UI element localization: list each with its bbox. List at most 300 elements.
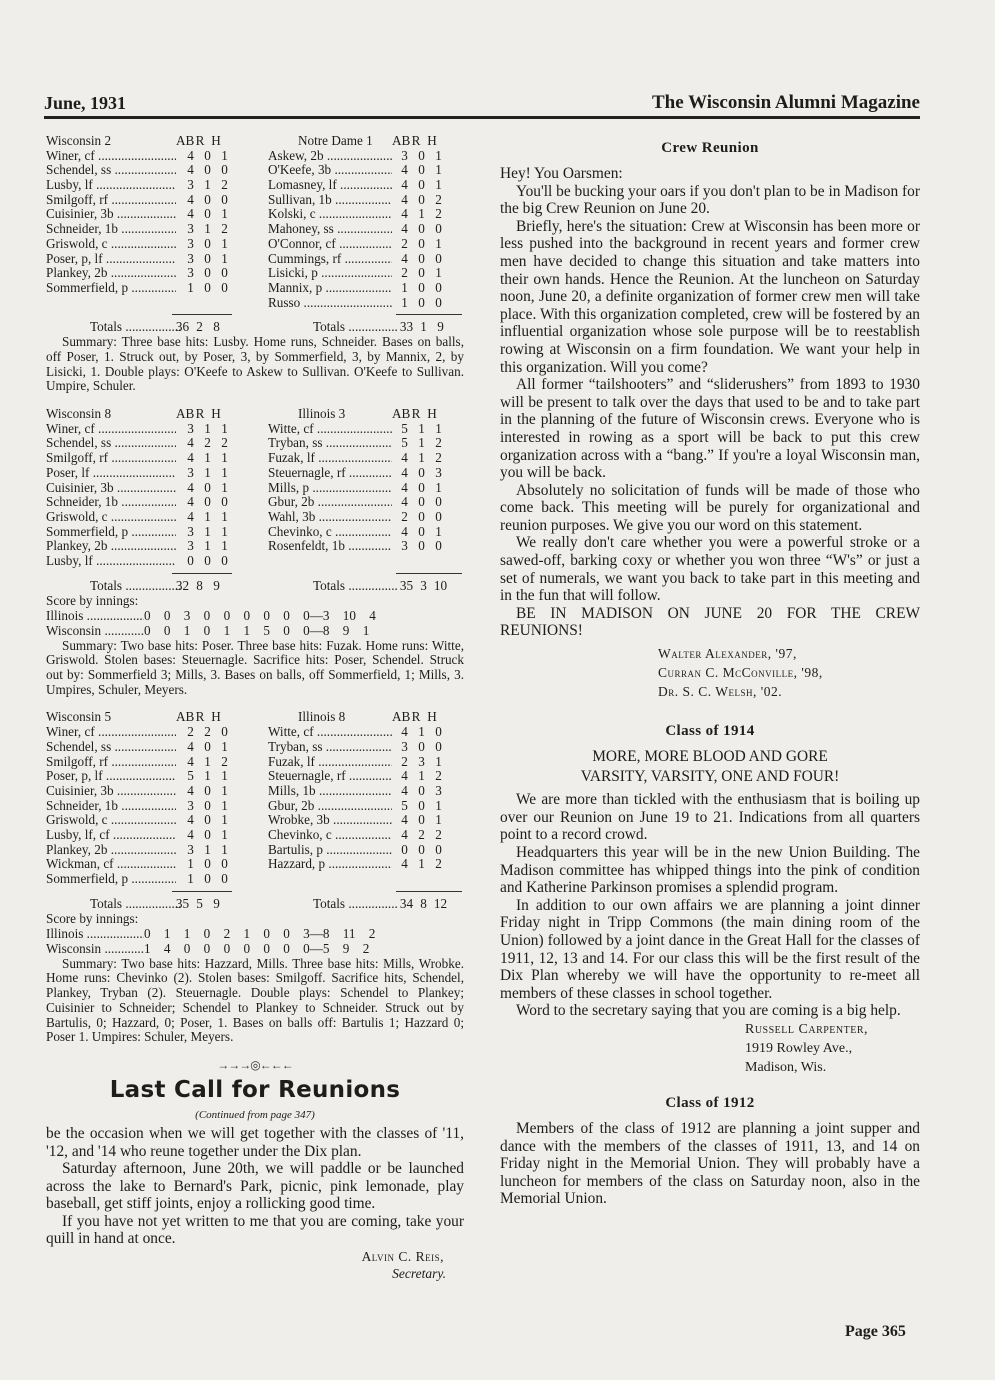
crew-signature: Walter Alexander, '97, xyxy=(658,646,797,662)
player-stat: 2 xyxy=(435,450,442,466)
stat-header: R xyxy=(195,709,205,725)
total-value: 9 xyxy=(437,319,444,335)
player-stat: 0 xyxy=(204,206,211,222)
last-call-paragraph: If you have not yet written to me that you are coming, take your quill in hand at once. xyxy=(46,1212,464,1248)
player-name: Chevinko, c ..... xyxy=(268,525,392,540)
player-stat: 0 xyxy=(435,841,442,857)
continued-note: (Continued from page 347) xyxy=(195,1108,315,1121)
box-score-row xyxy=(46,769,464,784)
player-name: Schendel, ss ..... xyxy=(46,740,176,755)
player-stat: 0 xyxy=(435,294,442,310)
player-stat: 1 xyxy=(221,479,228,495)
player-name: Gbur, 2b ..... xyxy=(268,495,392,510)
player-stat: 1 xyxy=(418,768,425,784)
player-name: Cuisinier, 3b ..... xyxy=(46,207,176,222)
stat-header: AB xyxy=(176,133,195,148)
player-name: Wickman, cf ..... xyxy=(46,857,176,872)
player-stat: 1 xyxy=(187,856,194,872)
class-1912-paragraph: Members of the class of 1912 are planning a joint supper and dance with the members of the classes of 1911, 13, and 14 on Friday night in the Memorial Union. They will probably have a luncheon for members of the class on Saturday noon, also in the Memorial Union. xyxy=(500,1119,920,1208)
box-score-row xyxy=(46,281,464,296)
class-1914-headline: MORE, MORE BLOOD AND GORE xyxy=(592,748,828,766)
player-stat: 0 xyxy=(204,738,211,754)
crew-paragraph: We really don't care whether you were a powerful stroke or a sawed-off, barking coxy or whether you won three “W's” or just a set of numerals, we want you back to take part in this meeting and in the fun that will follow. xyxy=(500,534,920,605)
player-stat: 0 xyxy=(435,724,442,740)
player-stat: 1 xyxy=(418,206,425,222)
player-stat: 0 xyxy=(418,523,425,539)
box-score-table xyxy=(46,407,464,639)
box-scores xyxy=(46,134,464,1045)
player-stat: 4 xyxy=(187,494,194,510)
crew-reunion-title: Crew Reunion xyxy=(661,140,759,156)
total-value: 8 xyxy=(196,577,203,593)
player-stat: 1 xyxy=(221,782,228,798)
player-stat: 1 xyxy=(221,738,228,754)
player-stat: 2 xyxy=(401,753,408,769)
player-stat: 4 xyxy=(187,162,194,178)
player-name: Lisicki, p ..... xyxy=(268,266,392,281)
player-stat: 0 xyxy=(204,856,211,872)
stat-header: H xyxy=(211,406,221,422)
player-name: Griswold, c ..... xyxy=(46,813,176,828)
issue-date: June, 1931 xyxy=(44,93,127,113)
total-value: 32 xyxy=(175,577,190,593)
player-name: Schendel, ss ..... xyxy=(46,436,176,451)
signature-address: 1919 Rowley Ave., xyxy=(745,1040,853,1056)
player-stat: 4 xyxy=(187,812,194,828)
player-stat: 3 xyxy=(401,538,408,554)
player-stat: 0 xyxy=(187,552,194,568)
player-stat: 0 xyxy=(221,265,228,281)
player-name: Winer, cf ..... xyxy=(46,725,176,740)
player-stat: 0 xyxy=(204,812,211,828)
player-name: Russo ..... xyxy=(268,296,392,311)
box-score-row xyxy=(46,252,464,267)
player-stat: 0 xyxy=(221,871,228,886)
total-value: 34 xyxy=(399,895,414,911)
player-stat: 1 xyxy=(221,250,228,266)
last-call-paragraph: Saturday afternoon, June 20th, we will paddle or be launched across the lake to Bernard's Park, picnic, pink lemonade, play baseball, get stiff joints, enjoy a rollicking good time. xyxy=(46,1160,464,1213)
player-stat: 1 xyxy=(221,508,228,524)
box-score-game xyxy=(46,710,464,1044)
box-score-row xyxy=(46,784,464,799)
player-stat: 0 xyxy=(221,856,228,872)
totals-label: Totals ..... xyxy=(313,897,397,912)
player-stat: 4 xyxy=(187,479,194,495)
last-call-title: Last Call for Reunions xyxy=(109,1076,401,1103)
player-stat: 4 xyxy=(401,177,408,193)
player-stat: 1 xyxy=(435,797,442,813)
player-stat: 0 xyxy=(204,162,211,178)
player-name: Lusby, lf ..... xyxy=(46,178,176,193)
box-score-row xyxy=(46,237,464,252)
box-score-row xyxy=(46,163,464,178)
stat-header: AB xyxy=(392,709,411,725)
innings-row xyxy=(46,609,464,624)
crew-paragraph: You'll be bucking your oars if you don't plan to be in Madison for the big Crew Reunion on June 20. xyxy=(500,182,920,218)
class-1914-title: Class of 1914 xyxy=(665,723,755,740)
player-stat: 0 xyxy=(435,279,442,295)
player-name: Schneider, 1b ..... xyxy=(46,222,176,237)
player-name: Witte, cf ..... xyxy=(268,725,392,740)
player-stat: 1 xyxy=(204,538,211,554)
player-stat: 2 xyxy=(401,235,408,251)
box-score-row xyxy=(46,539,464,554)
player-stat: 2 xyxy=(401,265,408,281)
player-stat: 3 xyxy=(187,797,194,813)
player-stat: 0 xyxy=(221,162,228,178)
team-name: Notre Dame 1 xyxy=(298,133,373,148)
player-stat: 0 xyxy=(418,147,425,163)
player-stat: 0 xyxy=(204,265,211,281)
player-stat: 4 xyxy=(187,753,194,769)
player-stat: 0 xyxy=(204,494,211,510)
stat-header: R xyxy=(411,133,421,148)
player-stat: 3 xyxy=(418,753,425,769)
player-stat: 1 xyxy=(221,450,228,466)
player-name: Wahl, 3b ..... xyxy=(268,510,392,525)
player-name: Griswold, c ..... xyxy=(46,237,176,252)
innings-team: Illinois ..... xyxy=(46,609,144,624)
player-stat: 0 xyxy=(418,235,425,251)
player-stat: 3 xyxy=(187,523,194,539)
player-stat: 1 xyxy=(435,235,442,251)
total-value: 9 xyxy=(213,895,220,911)
player-stat: 1 xyxy=(418,420,425,436)
box-score-row xyxy=(46,266,464,281)
crew-signatures xyxy=(658,644,920,701)
player-name: Smilgoff, rf ..... xyxy=(46,451,176,466)
player-stat: 4 xyxy=(187,508,194,524)
player-stat: 0 xyxy=(418,294,425,310)
class-1912-title: Class of 1912 xyxy=(665,1094,755,1111)
last-call-paragraph: be the occasion when we will get together with the classes of '11, '12, and '14 who reune together under the Dix plan. xyxy=(46,1124,464,1160)
player-stat: 0 xyxy=(418,782,425,798)
player-stat: 0 xyxy=(418,279,425,295)
game-summary: Summary: Three base hits: Lusby. Home runs, Schneider. Bases on balls, off Poser, 1. Struck out, by Poser, 3, by Sommerfield, 3, by Mannix, 2, by Lisicki, 1. Double plays: O'Keefe to Askew to Sullivan. O'Keefe to Sullivan. Umpire, Schuler. xyxy=(46,334,464,394)
player-name: Bartulis, p ..... xyxy=(268,843,392,858)
player-stat: 0 xyxy=(418,265,425,281)
player-stat: 2 xyxy=(221,177,228,193)
total-value: 36 xyxy=(175,319,190,335)
total-value: 8 xyxy=(213,319,220,335)
player-name: Poser, lf ..... xyxy=(46,466,176,481)
player-stat: 0 xyxy=(221,494,228,510)
player-stat: 2 xyxy=(418,826,425,842)
box-score-row xyxy=(46,813,464,828)
team-name: Wisconsin 8 xyxy=(46,406,112,422)
player-name: Rosenfeldt, 1b ..... xyxy=(268,539,392,554)
player-stat: 5 xyxy=(401,797,408,813)
player-stat: 4 xyxy=(401,191,408,207)
player-name: Sommerfield, p ..... xyxy=(46,281,176,296)
stat-header: H xyxy=(427,133,437,148)
player-stat: 0 xyxy=(204,479,211,495)
player-stat: 1 xyxy=(204,450,211,466)
player-stat: 4 xyxy=(401,479,408,495)
player-stat: 1 xyxy=(435,523,442,539)
player-name: Gbur, 2b ..... xyxy=(268,799,392,814)
player-stat: 2 xyxy=(204,724,211,740)
class-1914-paragraph: Word to the secretary saying that you are coming is a big help. xyxy=(516,1002,901,1020)
stat-header: AB xyxy=(176,406,195,422)
box-score-row xyxy=(46,740,464,755)
player-name: Mahoney, ss ..... xyxy=(268,222,392,237)
crew-signature: Curran C. McConville, '98, xyxy=(658,665,823,681)
player-name: O'Keefe, 3b ..... xyxy=(268,163,392,178)
player-name: Sommerfield, p ..... xyxy=(46,525,176,540)
player-stat: 4 xyxy=(401,464,408,480)
player-name: Schneider, 1b ..... xyxy=(46,799,176,814)
left-column xyxy=(46,134,464,1282)
box-score-row xyxy=(46,725,464,740)
innings-label: Score by innings: xyxy=(46,910,139,926)
class-1914-paragraph: Headquarters this year will be in the new Union Building. The Madison committee has whipped things into the pink of condition and Katherine Parkinson promises a splendid program. xyxy=(500,844,920,897)
player-stat: 2 xyxy=(221,435,228,451)
player-stat: 0 xyxy=(204,191,211,207)
total-value: 2 xyxy=(196,319,203,335)
player-name: Cummings, rf ..... xyxy=(268,252,392,267)
player-stat: 4 xyxy=(187,206,194,222)
game-summary: Summary: Two base hits: Hazzard, Mills. Three base hits: Mills, Wrobke. Home runs: Chevinko (2). Stolen bases: Smilgoff. Sacrifice hits, Schendel, Plankey, Tryban (2). Steuernagle. Double plays: Schendel to Plankey; Cuisinier to Schneider; Schendel to Plankey to Schneider. Struck out by Bartulis, 0; Hazzard, 0; Poser, 1. Bases on balls off: Bartulis 1; Hazzard 0; Poser 1. Umpires: Schuler, Meyers. xyxy=(46,955,464,1045)
stat-header: H xyxy=(211,133,221,148)
player-stat: 2 xyxy=(435,856,442,872)
total-value: 12 xyxy=(433,895,448,911)
class-1914-paragraph: In addition to our own affairs we are planning a joint dinner Friday night in Tripp Commons (the main dining room of the Union) followed by a joint dance in the Great Hall for the classes of 1911, 12, 13 and 14. For our class this will be the first result of the Dix Plan whereby we will have the opportunity to re-meet all members of these classes in school together. xyxy=(500,896,920,1002)
player-stat: 2 xyxy=(435,191,442,207)
innings-figures: 0 0 3 0 0 0 0 0 0—3 10 4 xyxy=(144,607,376,623)
player-stat: 0 xyxy=(418,738,425,754)
player-stat: 1 xyxy=(435,177,442,193)
player-stat: 4 xyxy=(401,250,408,266)
totals-label: Totals ..... xyxy=(313,320,397,335)
box-score-row xyxy=(46,799,464,814)
player-stat: 4 xyxy=(401,450,408,466)
player-stat: 1 xyxy=(435,812,442,828)
player-stat: 4 xyxy=(401,724,408,740)
page-number: Page 365 xyxy=(845,1323,906,1340)
player-stat: 4 xyxy=(401,162,408,178)
box-score-game xyxy=(46,134,464,394)
stat-header: H xyxy=(427,406,437,422)
player-stat: 1 xyxy=(221,523,228,539)
player-name: Fuzak, lf ..... xyxy=(268,755,392,770)
player-stat: 4 xyxy=(401,812,408,828)
player-stat: 0 xyxy=(204,826,211,842)
box-score-row xyxy=(46,193,464,208)
player-stat: 1 xyxy=(435,147,442,163)
player-stat: 1 xyxy=(204,768,211,784)
innings-row xyxy=(46,624,464,639)
player-stat: 0 xyxy=(204,871,211,886)
innings-figures: 0 0 1 0 1 1 5 0 0—8 9 1 xyxy=(144,622,370,638)
player-stat: 4 xyxy=(187,435,194,451)
player-stat: 4 xyxy=(187,450,194,466)
stat-header: R xyxy=(195,133,205,148)
player-stat: 1 xyxy=(435,420,442,436)
box-score-game xyxy=(46,407,464,697)
totals-label: Totals ..... xyxy=(90,579,182,594)
crew-signature: Dr. S. C. Welsh, '02. xyxy=(658,684,783,700)
player-stat: 3 xyxy=(187,221,194,237)
player-name: Sommerfield, p ..... xyxy=(46,872,176,887)
player-stat: 3 xyxy=(187,841,194,857)
player-name: Griswold, c ..... xyxy=(46,510,176,525)
innings-team: Illinois ..... xyxy=(46,927,144,942)
player-stat: 4 xyxy=(401,221,408,237)
player-name: Tryban, ss ..... xyxy=(268,740,392,755)
box-score-row xyxy=(46,178,464,193)
player-name: Fuzak, lf ..... xyxy=(268,451,392,466)
player-stat: 0 xyxy=(418,494,425,510)
game-summary: Summary: Two base hits: Poser. Three base hits: Fuzak. Home runs: Witte, Griswold. Stolen bases: Steuernagle. Sacrifice hits: Poser, Schendel. Struck out by: Sommerfield 3; Mills, 3. Bases on balls, off Sommerfield, 1; Mills, 3. Umpires, Schuler, Meyers. xyxy=(46,637,464,697)
box-score-table xyxy=(46,134,464,335)
total-value: 9 xyxy=(213,577,220,593)
player-name: Cuisinier, 3b ..... xyxy=(46,481,176,496)
player-stat: 5 xyxy=(187,768,194,784)
player-name: Steuernagle, rf ..... xyxy=(268,769,392,784)
player-name: O'Connor, cf ..... xyxy=(268,237,392,252)
player-stat: 1 xyxy=(418,724,425,740)
box-score-row xyxy=(46,554,464,569)
totals-row xyxy=(46,897,464,912)
box-score-row xyxy=(46,481,464,496)
player-name: Winer, cf ..... xyxy=(46,149,176,164)
player-name: Winer, cf ..... xyxy=(46,422,176,437)
player-stat: 0 xyxy=(418,812,425,828)
total-value: 35 xyxy=(175,895,190,911)
team-name: Illinois 8 xyxy=(298,709,346,725)
player-stat: 3 xyxy=(187,538,194,554)
player-name: Plankey, 2b ..... xyxy=(46,843,176,858)
player-stat: 0 xyxy=(204,782,211,798)
stat-header: AB xyxy=(392,133,411,148)
player-stat: 0 xyxy=(221,191,228,207)
stat-header: H xyxy=(427,709,437,725)
player-stat: 4 xyxy=(401,768,408,784)
stat-header: H xyxy=(211,709,221,725)
box-score-row xyxy=(46,207,464,222)
player-name: Lomasney, lf ..... xyxy=(268,178,392,193)
player-stat: 2 xyxy=(221,221,228,237)
totals-label: Totals ..... xyxy=(90,320,182,335)
player-stat: 0 xyxy=(204,147,211,163)
crew-paragraph: Briefly, here's the situation: Crew at Wisconsin has been more or less pushed into the background in recent years and former crew men have decided to change this situation and take matters into their own hands. Hence the Reunion. At the luncheon on Saturday noon, June 20, a definite organization of former crew men will take place. With this organization completed, crew will be fostered by an influential organization whose sole purpose will be to reestablish rowing at Wisconsin on a firm foundation. We want your help in this organization. Will you come? xyxy=(500,217,920,376)
total-value: 5 xyxy=(196,895,203,911)
stat-header: R xyxy=(411,709,421,725)
crew-paragraph: All former “tailshooters” and “sliderushers” from 1893 to 1930 will be present to talk over the days that used to be and to take part in the planning of the future of Wisconsin crews. Everyone who is interested in rowing as a sport will be back to put this crew organization across with a “bang.” If you're a loyal Wisconsin man, you will be back. xyxy=(500,376,920,482)
player-stat: 0 xyxy=(435,738,442,754)
class-1914-signature xyxy=(745,1020,920,1077)
player-stat: 1 xyxy=(401,294,408,310)
stat-header: AB xyxy=(176,709,195,725)
player-name: Plankey, 2b ..... xyxy=(46,539,176,554)
player-stat: 0 xyxy=(401,841,408,857)
stat-header: R xyxy=(411,406,421,422)
player-name: Smilgoff, rf ..... xyxy=(46,193,176,208)
box-score-row xyxy=(46,510,464,525)
player-stat: 1 xyxy=(221,841,228,857)
player-stat: 0 xyxy=(204,279,211,295)
player-stat: 4 xyxy=(187,826,194,842)
player-stat: 1 xyxy=(204,177,211,193)
player-stat: 1 xyxy=(187,279,194,295)
player-name: Poser, p, lf ..... xyxy=(46,252,176,267)
player-stat: 2 xyxy=(435,826,442,842)
player-name: Tryban, ss ..... xyxy=(268,436,392,451)
box-score-row xyxy=(46,296,464,311)
box-score-row xyxy=(46,436,464,451)
player-stat: 1 xyxy=(204,420,211,436)
signature-name: Alvin C. Reis, xyxy=(361,1249,444,1265)
innings-team: Wisconsin ..... xyxy=(46,942,144,957)
player-stat: 0 xyxy=(435,508,442,524)
player-name: Steuernagle, rf ..... xyxy=(268,466,392,481)
stat-header: R xyxy=(195,406,205,422)
stat-header: AB xyxy=(392,406,411,422)
innings-team: Wisconsin ..... xyxy=(46,624,144,639)
player-stat: 1 xyxy=(418,435,425,451)
innings-row xyxy=(46,942,464,957)
player-stat: 0 xyxy=(418,479,425,495)
player-name: Lusby, lf, cf ..... xyxy=(46,828,176,843)
player-name: Askew, 2b ..... xyxy=(268,149,392,164)
player-stat: 1 xyxy=(401,279,408,295)
signature-title: Secretary. xyxy=(392,1266,446,1282)
player-stat: 5 xyxy=(401,435,408,451)
player-stat: 2 xyxy=(435,435,442,451)
ornament-divider: →→→◎←←← xyxy=(217,1057,293,1072)
team-name: Illinois 3 xyxy=(298,406,346,422)
player-stat: 4 xyxy=(401,206,408,222)
box-score-row xyxy=(46,755,464,770)
player-stat: 0 xyxy=(418,250,425,266)
player-stat: 1 xyxy=(221,464,228,480)
totals-row xyxy=(46,320,464,335)
player-name: Lusby, lf ..... xyxy=(46,554,176,569)
total-value: 3 xyxy=(420,577,427,593)
box-score-row xyxy=(46,422,464,437)
player-stat: 1 xyxy=(221,538,228,554)
right-column xyxy=(500,140,920,1208)
player-stat: 1 xyxy=(435,753,442,769)
player-stat: 4 xyxy=(401,494,408,510)
innings-row xyxy=(46,927,464,942)
player-stat: 4 xyxy=(187,191,194,207)
box-score-row xyxy=(46,149,464,164)
player-stat: 4 xyxy=(187,147,194,163)
last-call-signature xyxy=(46,1248,444,1282)
player-stat: 0 xyxy=(418,162,425,178)
totals-label: Totals ..... xyxy=(90,897,182,912)
player-stat: 4 xyxy=(401,782,408,798)
player-name: Plankey, 2b ..... xyxy=(46,266,176,281)
player-stat: 0 xyxy=(204,797,211,813)
player-stat: 0 xyxy=(435,221,442,237)
player-stat: 1 xyxy=(221,147,228,163)
player-stat: 1 xyxy=(221,797,228,813)
player-stat: 2 xyxy=(401,508,408,524)
class-1914-headline: VARSITY, VARSITY, ONE AND FOUR! xyxy=(580,767,840,785)
player-stat: 2 xyxy=(204,435,211,451)
magazine-title: The Wisconsin Alumni Magazine xyxy=(652,92,920,113)
player-name: Smilgoff, rf ..... xyxy=(46,755,176,770)
total-value: 35 xyxy=(399,577,414,593)
player-stat: 4 xyxy=(401,826,408,842)
player-name: Chevinko, c ..... xyxy=(268,828,392,843)
player-stat: 1 xyxy=(418,450,425,466)
box-score-row xyxy=(46,857,464,872)
totals-row xyxy=(46,579,464,594)
